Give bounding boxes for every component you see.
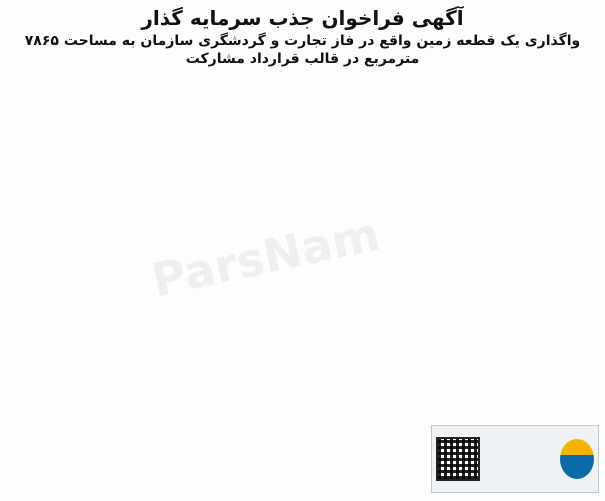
notice-body [10, 56, 595, 423]
notice-footer [6, 425, 599, 497]
notice-title: آگهی فراخوان جذب سرمایه گذار [141, 6, 464, 30]
footer-text [6, 425, 431, 497]
watermark-text: ParsNam [146, 206, 385, 308]
notice-subtitle: واگذاری یک قطعه زمین واقع در فاز تجارت و گردشگری سازمان به مساحت ۷۸۶۵ مترمربع در قالب قرارداد مشارکت [24, 33, 581, 67]
organization-logo-icon [560, 439, 594, 479]
qr-code-icon [436, 437, 480, 481]
contact-info-box [431, 425, 599, 493]
